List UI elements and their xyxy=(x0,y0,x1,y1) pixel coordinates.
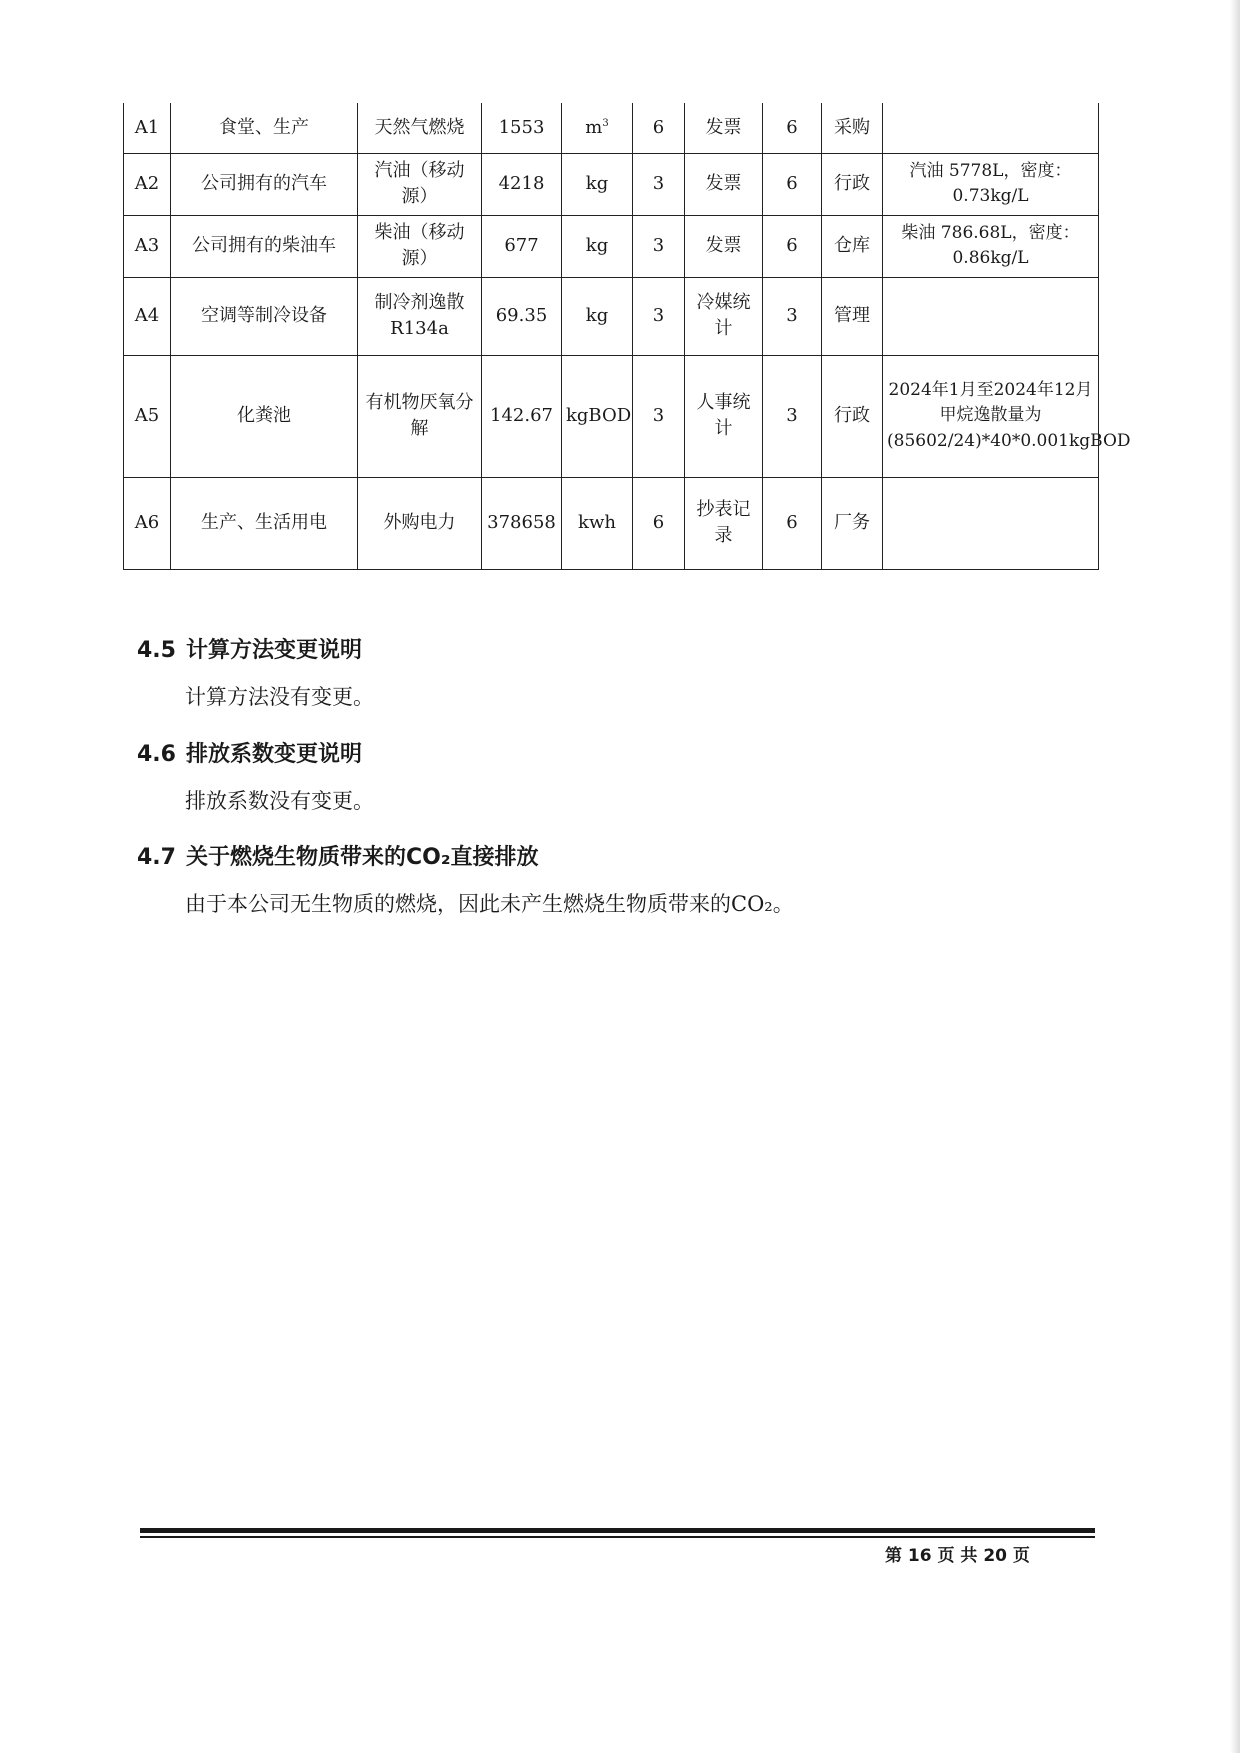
cell-unit: kwh xyxy=(562,477,633,569)
cell-amount: 4218 xyxy=(482,153,562,215)
cell-level-2: 6 xyxy=(763,153,822,215)
cell-evidence: 发票 xyxy=(685,215,763,277)
page-edge-shadow xyxy=(1230,0,1240,1753)
section-heading xyxy=(137,737,374,768)
section-heading xyxy=(137,633,374,664)
cell-source: 空调等制冷设备 xyxy=(171,277,358,355)
cell-level-2: 6 xyxy=(763,103,822,153)
section-body: 由于本公司无生物质的燃烧，因此未产生燃烧生物质带来的CO₂。 xyxy=(185,892,794,916)
section-title: 排放系数变更说明 xyxy=(185,742,362,767)
table-row xyxy=(124,153,1099,215)
cell-level-2: 6 xyxy=(763,215,822,277)
cell-remark xyxy=(883,103,1099,153)
cell-code: A2 xyxy=(124,153,171,215)
cell-level-2: 6 xyxy=(763,477,822,569)
section-heading xyxy=(137,840,794,871)
footer-rule-thin xyxy=(140,1536,1095,1538)
cell-source: 化粪池 xyxy=(171,355,358,477)
cell-department: 行政 xyxy=(822,153,883,215)
cell-level-1: 3 xyxy=(633,215,685,277)
cell-type: 外购电力 xyxy=(358,477,482,569)
cell-level-1: 3 xyxy=(633,153,685,215)
cell-remark xyxy=(883,477,1099,569)
cell-level-1: 6 xyxy=(633,477,685,569)
table-row xyxy=(124,355,1099,477)
cell-source: 公司拥有的柴油车 xyxy=(171,215,358,277)
cell-unit: kg xyxy=(562,277,633,355)
cell-level-2: 3 xyxy=(763,355,822,477)
section-body: 计算方法没有变更。 xyxy=(185,685,374,709)
cell-department: 行政 xyxy=(822,355,883,477)
cell-amount: 677 xyxy=(482,215,562,277)
table-row xyxy=(124,277,1099,355)
cell-type: 柴油（移动源） xyxy=(358,215,482,277)
cell-amount: 378658 xyxy=(482,477,562,569)
cell-evidence: 抄表记录 xyxy=(685,477,763,569)
table-row xyxy=(124,215,1099,277)
section-number: 4.6 xyxy=(137,742,176,767)
cell-level-1: 3 xyxy=(633,355,685,477)
cell-type: 天然气燃烧 xyxy=(358,103,482,153)
cell-department: 采购 xyxy=(822,103,883,153)
cell-code: A6 xyxy=(124,477,171,569)
cell-department: 厂务 xyxy=(822,477,883,569)
section-body: 排放系数没有变更。 xyxy=(185,789,374,813)
cell-source: 食堂、生产 xyxy=(171,103,358,153)
cell-remark xyxy=(883,277,1099,355)
cell-evidence: 冷媒统计 xyxy=(685,277,763,355)
cell-source: 公司拥有的汽车 xyxy=(171,153,358,215)
cell-type: 制冷剂逸散R134a xyxy=(358,277,482,355)
cell-amount: 69.35 xyxy=(482,277,562,355)
section-number: 4.5 xyxy=(137,638,176,663)
table-row xyxy=(124,477,1099,569)
cell-amount: 1553 xyxy=(482,103,562,153)
table-row xyxy=(124,103,1099,153)
cell-code: A1 xyxy=(124,103,171,153)
section-4-7 xyxy=(137,840,794,918)
cell-amount: 142.67 xyxy=(482,355,562,477)
cell-unit: $m^3$ xyxy=(562,103,633,153)
cell-code: A3 xyxy=(124,215,171,277)
cell-department: 管理 xyxy=(822,277,883,355)
cell-evidence: 发票 xyxy=(685,103,763,153)
cell-type: 有机物厌氧分解 xyxy=(358,355,482,477)
cell-code: A4 xyxy=(124,277,171,355)
section-number: 4.7 xyxy=(137,845,176,870)
cell-unit: kg xyxy=(562,153,633,215)
cell-evidence: 发票 xyxy=(685,153,763,215)
footer-rule-thick xyxy=(140,1528,1095,1533)
emission-source-table xyxy=(123,103,1131,570)
page-number: 第 16 页 共 20 页 xyxy=(885,1546,1030,1566)
cell-code: A5 xyxy=(124,355,171,477)
cell-evidence: 人事统计 xyxy=(685,355,763,477)
cell-source: 生产、生活用电 xyxy=(171,477,358,569)
cell-remark: 2024年1月至2024年12月甲烷逸散量为(85602/24)*40*0.001kgBOD xyxy=(883,355,1099,477)
cell-department: 仓库 xyxy=(822,215,883,277)
cell-unit: kgBOD xyxy=(562,355,633,477)
cell-level-1: 3 xyxy=(633,277,685,355)
cell-remark: 汽油 5778L，密度：0.73kg/L xyxy=(883,153,1099,215)
section-title: 计算方法变更说明 xyxy=(185,638,362,663)
section-title: 关于燃烧生物质带来的CO₂直接排放 xyxy=(185,845,539,870)
section-4-6 xyxy=(137,737,374,815)
cell-unit: kg xyxy=(562,215,633,277)
cell-level-2: 3 xyxy=(763,277,822,355)
section-4-5 xyxy=(137,633,374,711)
cell-remark: 柴油 786.68L，密度：0.86kg/L xyxy=(883,215,1099,277)
cell-type: 汽油（移动源） xyxy=(358,153,482,215)
cell-level-1: 6 xyxy=(633,103,685,153)
